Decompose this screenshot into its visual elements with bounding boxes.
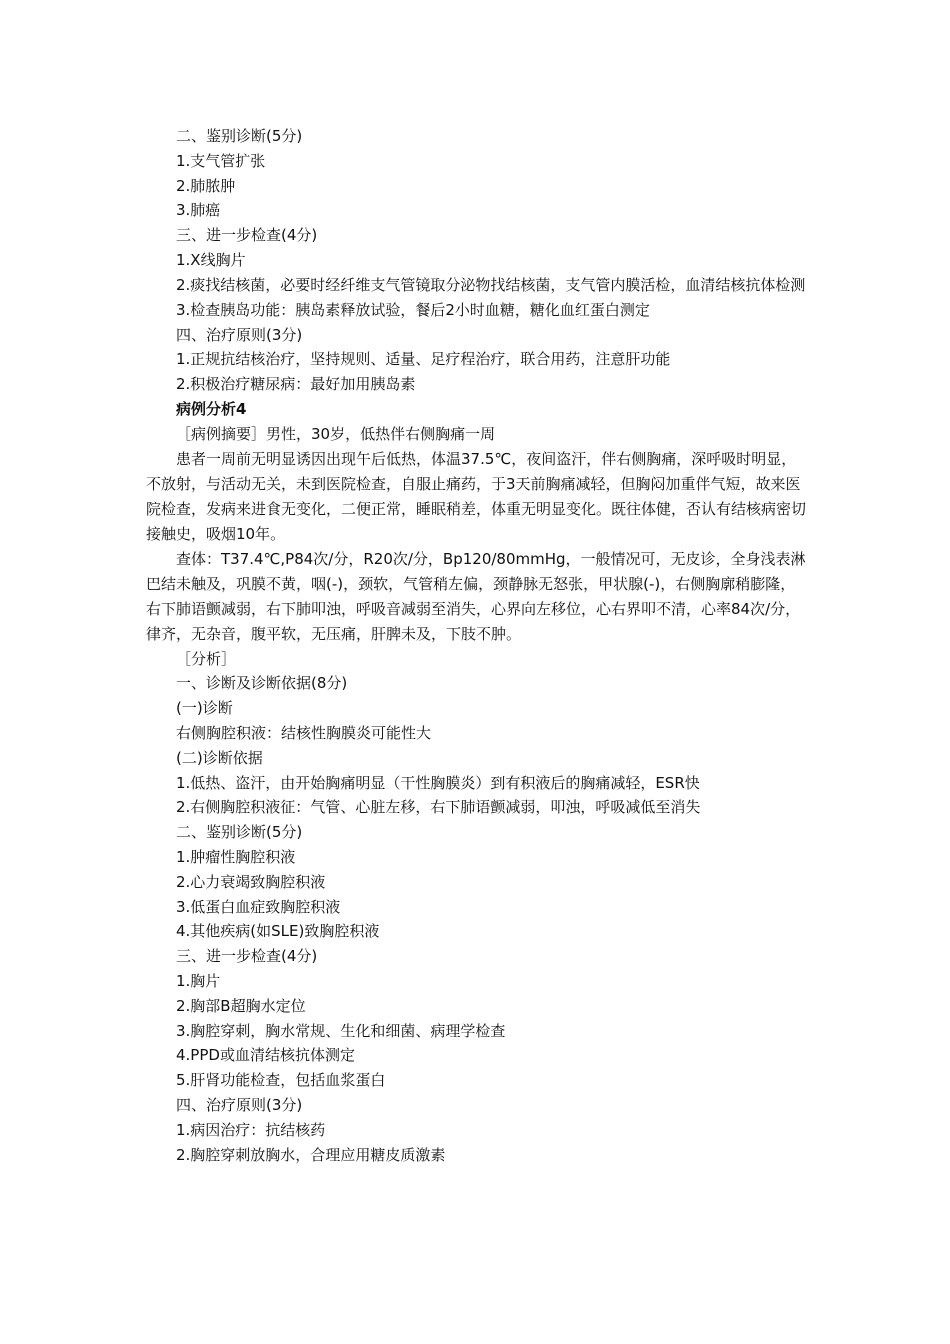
section-heading: 三、进一步检查(4分) (176, 226, 318, 245)
list-item: 2.胸腔穿刺放胸水，合理应用糖皮质激素 (176, 1145, 446, 1164)
list-item-paragraph: 2.痰找结核菌，必要时经纤维支气管镜取分泌物找结核菌，支气管内膜活检，血清结核抗体检测 (176, 275, 806, 294)
list-item: 1.正规抗结核治疗，坚持规则、适量、足疗程治疗，联合用药，注意肝功能 (176, 350, 671, 369)
diagnosis-text: 右侧胸腔积液：结核性胸膜炎可能性大 (176, 723, 432, 742)
analysis-heading: ［分析］ (176, 649, 237, 668)
subsection-heading: (一)诊断 (176, 699, 233, 718)
document-body (146, 124, 806, 1167)
list-item: 5.肝肾功能检查，包括血浆蛋白 (176, 1071, 386, 1090)
list-item: 1.肿瘤性胸腔积液 (176, 847, 296, 866)
list-item: 2.右侧胸腔积液征：气管、心脏左移，右下肺语颤减弱，叩浊，呼吸减低至消失 (176, 798, 701, 817)
list-item: 1.X线胸片 (176, 250, 246, 269)
section-heading: 四、治疗原则(3分) (176, 1095, 303, 1114)
list-item: 2.肺脓肿 (176, 176, 236, 195)
list-item: 1.胸片 (176, 971, 221, 990)
list-item: 2.胸部B超胸水定位 (176, 996, 306, 1015)
section-heading: 四、治疗原则(3分) (176, 325, 303, 344)
subsection-heading: (二)诊断依据 (176, 748, 263, 767)
list-item: 4.其他疾病(如SLE)致胸腔积液 (176, 922, 380, 941)
history-paragraph: 患者一周前无明显诱因出现午后低热，体温37.5℃，夜间盗汗，伴右侧胸痛，深呼吸时明显，不放射，与活动无关，未到医院检查，自服止痛药，于3天前胸痛减轻，但胸闷加重伴气短，故来医院检查，发病来进食无变化，二便正常，睡眠稍差，体重无明显变化。既往体健，否认有结核病密切接触史，吸烟10年。 (146, 449, 807, 543)
case-summary: ［病例摘要］男性，30岁，低热伴右侧胸痛一周 (176, 424, 496, 443)
section-heading: 一、诊断及诊断依据(8分) (176, 674, 348, 693)
section-heading: 三、进一步检查(4分) (176, 947, 318, 966)
list-item: 3.肺癌 (176, 201, 221, 220)
list-item: 2.心力衰竭致胸腔积液 (176, 872, 326, 891)
list-item: 3.胸腔穿刺，胸水常规、生化和细菌、病理学检查 (176, 1021, 506, 1040)
list-item: 4.PPD或血清结核抗体测定 (176, 1046, 355, 1065)
list-item: 1.病因治疗：抗结核药 (176, 1120, 326, 1139)
list-item: 2.积极治疗糖尿病：最好加用胰岛素 (176, 375, 416, 394)
list-item: 1.低热、盗汗，由开始胸痛明显（干性胸膜炎）到有积液后的胸痛减轻，ESR快 (176, 773, 700, 792)
section-heading: 二、鉴别诊断(5分) (176, 823, 303, 842)
list-item: 3.检查胰岛功能：胰岛素释放试验，餐后2小时血糖，糖化血红蛋白测定 (176, 300, 650, 319)
case-title: 病例分析4 (176, 399, 247, 418)
list-item: 3.低蛋白血症致胸腔积液 (176, 897, 341, 916)
section-heading: 二、鉴别诊断(5分) (176, 127, 303, 145)
exam-paragraph: 查体：T37.4℃,P84次/分，R20次/分，Bp120/80mmHg，一般情况可，无皮诊，全身浅表淋巴结未触及，巩膜不黄，咽(-)，颈软，气管稍左偏，颈静脉无怒张，甲状腺(-)，右侧胸廓稍膨隆，右下肺语颤减弱，右下肺叩浊，呼吸音减弱至消失，心界向左移位，心右界叩不清，心率84次/分，律齐，无杂音，腹平软，无压痛，肝脾未及，下肢不肿。 (146, 549, 806, 643)
list-item: 1.支气管扩张 (176, 151, 266, 170)
